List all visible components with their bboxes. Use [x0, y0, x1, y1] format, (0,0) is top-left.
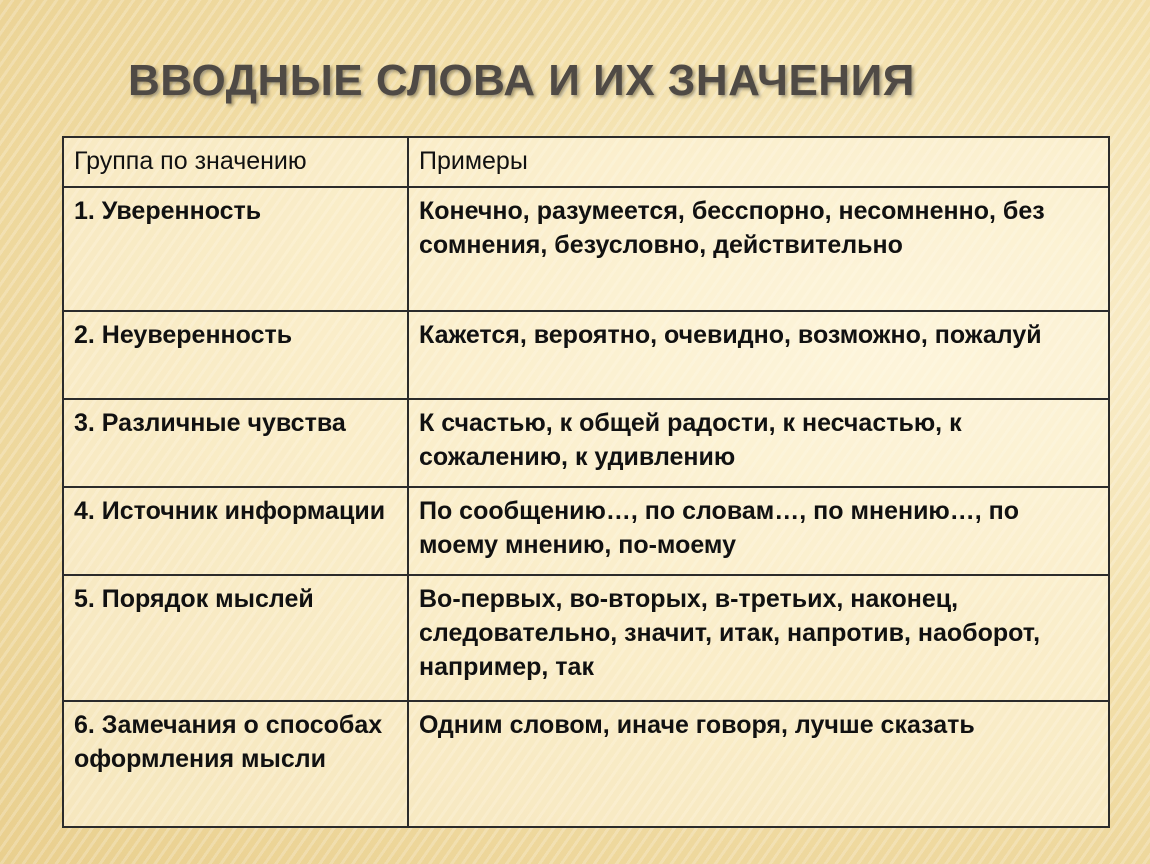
table-row — [63, 399, 1109, 487]
group-cell: 3. Различные чувства — [63, 399, 408, 487]
examples-cell: По сообщению…, по словам…, по мнению…, по моему мнению, по-моему — [408, 487, 1109, 575]
table-row — [63, 187, 1109, 311]
header-group: Группа по значению — [63, 137, 408, 187]
table-row — [63, 701, 1109, 827]
header-examples: Примеры — [408, 137, 1109, 187]
group-cell: 4. Источник информации — [63, 487, 408, 575]
group-cell: 1. Уверенность — [63, 187, 408, 311]
table-header-row — [63, 137, 1109, 187]
examples-cell: Во-первых, во-вторых, в-третьих, наконец, следовательно, значит, итак, напротив, наоборот, например, так — [408, 575, 1109, 701]
examples-cell: К счастью, к общей радости, к несчастью, к сожалению, к удивлению — [408, 399, 1109, 487]
examples-cell: Кажется, вероятно, очевидно, возможно, пожалуй — [408, 311, 1109, 399]
introductory-words-table — [62, 136, 1110, 828]
table-row — [63, 487, 1109, 575]
group-cell: 2. Неуверенность — [63, 311, 408, 399]
group-cell: 5. Порядок мыслей — [63, 575, 408, 701]
table-row — [63, 311, 1109, 399]
examples-cell: Одним словом, иначе говоря, лучше сказать — [408, 701, 1109, 827]
examples-cell: Конечно, разумеется, бесспорно, несомненно, без сомнения, безусловно, действительно — [408, 187, 1109, 311]
slide-title: ВВОДНЫЕ СЛОВА И ИХ ЗНАЧЕНИЯ — [128, 56, 915, 105]
table-row — [63, 575, 1109, 701]
group-cell: 6. Замечания о способах оформления мысли — [63, 701, 408, 827]
